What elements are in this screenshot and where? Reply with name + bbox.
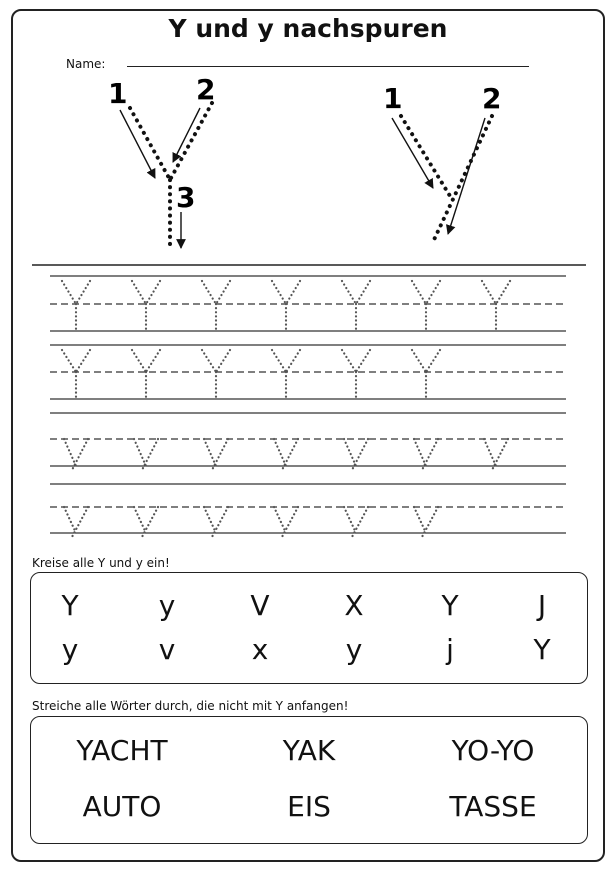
circle-task-letter[interactable]: X: [344, 589, 364, 622]
trace-stroke: [202, 350, 216, 372]
trace-stroke: [146, 281, 160, 304]
upper-step-3: 3: [176, 181, 196, 214]
trace-stroke: [426, 281, 440, 304]
trace-stroke: [216, 281, 230, 304]
trace-uppercase-y[interactable]: [342, 281, 370, 331]
circle-task-letter[interactable]: Y: [441, 589, 459, 622]
trace-stroke: [132, 350, 146, 372]
strike-task-word[interactable]: AUTO: [82, 790, 162, 823]
trace-stroke: [496, 281, 510, 304]
trace-uppercase-y[interactable]: [132, 281, 160, 331]
trace-stroke: [342, 281, 356, 304]
trace-stroke: [272, 281, 286, 304]
circle-task-letter[interactable]: y: [61, 633, 79, 666]
lower-step-2: 2: [482, 82, 502, 115]
trace-stroke: [482, 281, 496, 304]
trace-stroke: [342, 350, 356, 372]
trace-stroke: [204, 439, 216, 466]
trace-stroke: [272, 350, 286, 372]
circle-task-instruction: Kreise alle Y und y ein!: [32, 556, 170, 570]
strike-task-word[interactable]: TASSE: [449, 790, 537, 823]
circle-task-letter[interactable]: x: [251, 633, 269, 666]
trace-stroke: [134, 439, 146, 466]
trace-uppercase-y[interactable]: [412, 350, 440, 399]
trace-stroke: [412, 350, 426, 372]
trace-stroke: [64, 439, 76, 466]
circle-task-letter[interactable]: y: [158, 589, 176, 622]
trace-stroke: [204, 507, 216, 533]
trace-uppercase-y[interactable]: [342, 350, 370, 399]
trace-stroke: [62, 350, 76, 372]
circle-task-letter[interactable]: v: [158, 633, 176, 666]
trace-stroke: [356, 281, 370, 304]
trace-stroke: [286, 350, 300, 372]
upper-step-1: 1: [108, 77, 128, 110]
trace-uppercase-y[interactable]: [202, 281, 230, 331]
trace-stroke: [344, 439, 356, 466]
trace-stroke: [412, 281, 426, 304]
circle-task-box: [30, 572, 588, 684]
strike-task-word[interactable]: YACHT: [76, 734, 168, 767]
trace-stroke: [274, 439, 286, 466]
strike-task-word[interactable]: YO-YO: [451, 734, 535, 767]
trace-stroke: [274, 507, 286, 533]
trace-stroke: [134, 507, 146, 533]
trace-uppercase-y[interactable]: [482, 281, 510, 331]
strike-task-word[interactable]: YAK: [282, 734, 336, 767]
strike-task-instruction: Streiche alle Wörter durch, die nicht mit Y anfangen!: [32, 699, 349, 713]
trace-stroke: [202, 281, 216, 304]
trace-stroke: [76, 350, 90, 372]
circle-task-letter[interactable]: j: [446, 633, 454, 666]
trace-stroke: [286, 281, 300, 304]
circle-task-letter[interactable]: V: [250, 589, 270, 622]
strike-task-word[interactable]: EIS: [287, 790, 331, 823]
trace-stroke: [132, 281, 146, 304]
trace-stroke: [414, 439, 426, 466]
trace-uppercase-y[interactable]: [62, 281, 90, 331]
trace-stroke: [414, 507, 426, 533]
worksheet-title: Y und y nachspuren: [168, 14, 448, 43]
trace-stroke: [146, 350, 160, 372]
trace-uppercase-y[interactable]: [412, 281, 440, 331]
trace-stroke: [76, 281, 90, 304]
circle-task-letter[interactable]: Y: [533, 633, 551, 666]
name-label: Name:: [66, 57, 106, 71]
circle-task-letter[interactable]: Y: [61, 589, 79, 622]
trace-stroke: [64, 507, 76, 533]
upper-step-2: 2: [196, 73, 216, 106]
trace-stroke: [356, 350, 370, 372]
trace-stroke: [426, 350, 440, 372]
trace-stroke: [344, 507, 356, 533]
trace-uppercase-y[interactable]: [132, 350, 160, 399]
trace-uppercase-y[interactable]: [272, 350, 300, 399]
trace-uppercase-y[interactable]: [62, 350, 90, 399]
circle-task-letter[interactable]: J: [537, 589, 547, 622]
trace-uppercase-y[interactable]: [272, 281, 300, 331]
lower-step-1: 1: [383, 82, 403, 115]
trace-stroke: [62, 281, 76, 304]
circle-task-letter[interactable]: y: [345, 633, 363, 666]
trace-uppercase-y[interactable]: [202, 350, 230, 399]
trace-stroke: [216, 350, 230, 372]
trace-stroke: [484, 439, 496, 466]
